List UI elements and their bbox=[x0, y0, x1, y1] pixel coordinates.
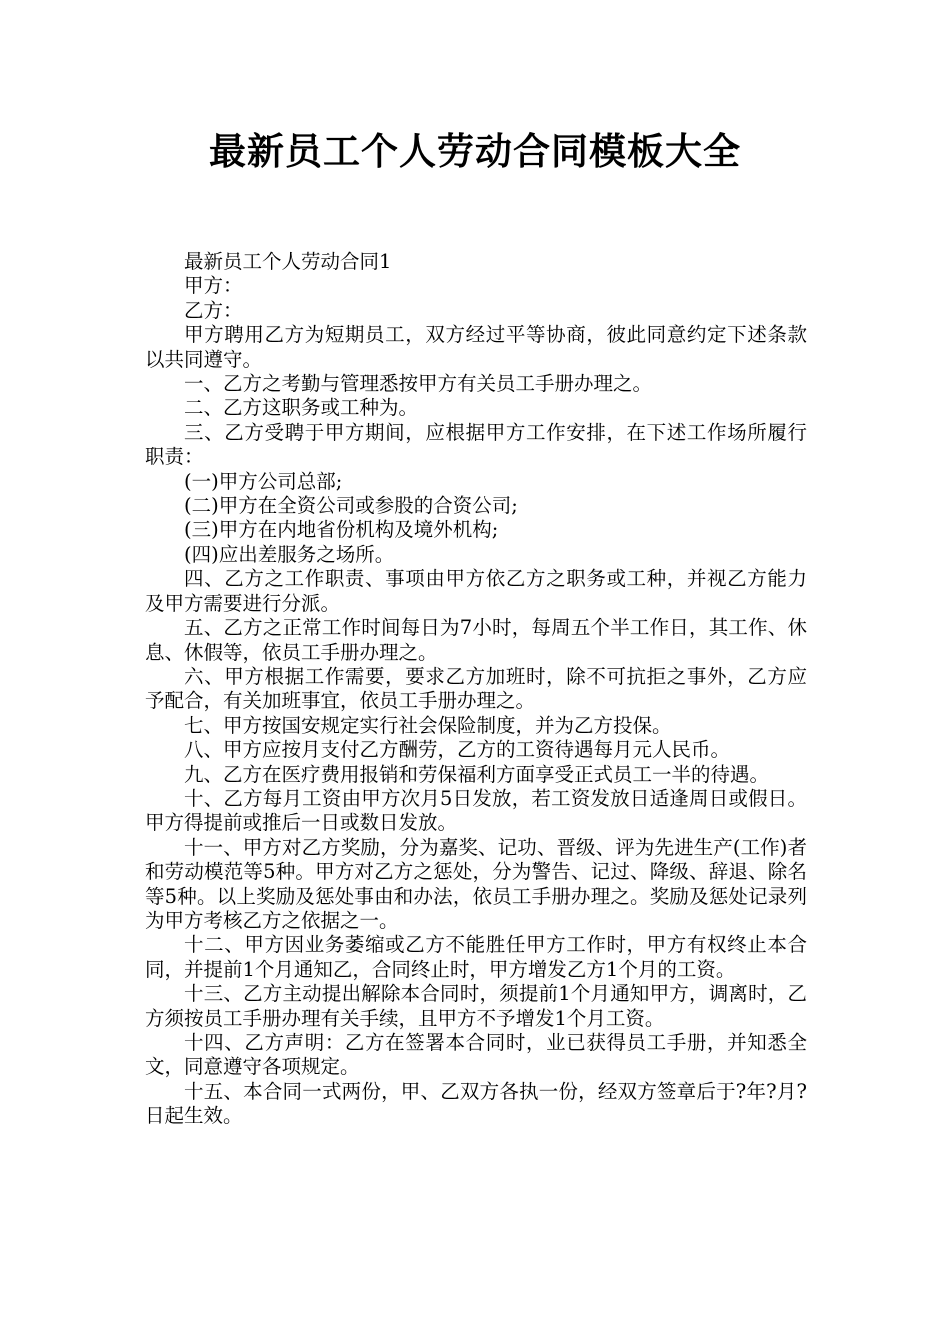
clause-3-item-4: (四)应出差服务之场所。 bbox=[184, 542, 395, 566]
clause-12: 十二、甲方因业务萎缩或乙方不能胜任甲方工作时，甲方有权终止本合同，并提前1个月通知乙，合同终止时，甲方增发乙方1个月的工资。 bbox=[145, 933, 807, 981]
clause-10: 十、乙方每月工资由甲方次月5日发放，若工资发放日适逢周日或假日。甲方得提前或推后一日或数日发放。 bbox=[145, 786, 807, 835]
clause-14: 十四、乙方声明：乙方在签署本合同时，业已获得员工手册，并知悉全文，同意遵守各项规定。 bbox=[145, 1031, 807, 1079]
clause-11: 十一、甲方对乙方奖励，分为嘉奖、记功、晋级、评为先进生产(工作)者和劳动模范等5种。甲方对乙方之惩处，分为警告、记过、降级、辞退、除名等5种。以上奖励及惩处事由和办法，依员工手册办理之。奖励及惩处记录列为甲方考核乙方之依据之一。 bbox=[145, 835, 807, 932]
clause-6: 六、甲方根据工作需要，要求乙方加班时，除不可抗拒之事外，乙方应予配合，有关加班事宜，依员工手册办理之。 bbox=[145, 664, 807, 713]
document-title: 最新员工个人劳动合同模板大全 bbox=[209, 130, 741, 173]
document-body bbox=[145, 250, 807, 1129]
party-b-line: 乙方： bbox=[184, 298, 243, 322]
party-a-line: 甲方： bbox=[184, 274, 243, 298]
clause-7: 七、甲方按国安规定实行社会保险制度，并为乙方投保。 bbox=[184, 713, 672, 737]
clause-3-item-3: (三)甲方在内地省份机构及境外机构; bbox=[184, 518, 499, 542]
clause-13: 十三、乙方主动提出解除本合同时，须提前1个月通知甲方，调离时，乙方须按员工手册办理有关手续，且甲方不予增发1个月工资。 bbox=[145, 982, 807, 1030]
clause-8: 八、甲方应按月支付乙方酬劳，乙方的工资待遇每月元人民币。 bbox=[184, 738, 731, 762]
clause-2: 二、乙方这职务或工种为。 bbox=[184, 396, 419, 420]
clause-1: 一、乙方之考勤与管理悉按甲方有关员工手册办理之。 bbox=[184, 372, 653, 396]
clause-15: 十五、本合同一式两份，甲、乙双方各执一份，经双方签章后于?年?月?日起生效。 bbox=[145, 1079, 807, 1128]
preamble-paragraph: 甲方聘用乙方为短期员工，双方经过平等协商，彼此同意约定下述条款以共同遵守。 bbox=[145, 323, 807, 371]
clause-3-item-2: (二)甲方在全资公司或参股的合资公司; bbox=[184, 494, 518, 518]
clause-9: 九、乙方在医疗费用报销和劳保福利方面享受正式员工一半的待遇。 bbox=[184, 762, 770, 786]
contract-heading: 最新员工个人劳动合同1 bbox=[184, 250, 392, 273]
clause-3: 三、乙方受聘于甲方期间，应根据甲方工作安排，在下述工作场所履行职责： bbox=[145, 420, 807, 469]
clause-3-item-1: (一)甲方公司总部; bbox=[184, 469, 343, 493]
clause-4: 四、乙方之工作职责、事项由甲方依乙方之职务或工种，并视乙方能力及甲方需要进行分派。 bbox=[145, 567, 807, 615]
clause-5: 五、乙方之正常工作时间每日为7小时，每周五个半工作日，其工作、休息、休假等，依员工手册办理之。 bbox=[145, 616, 807, 664]
